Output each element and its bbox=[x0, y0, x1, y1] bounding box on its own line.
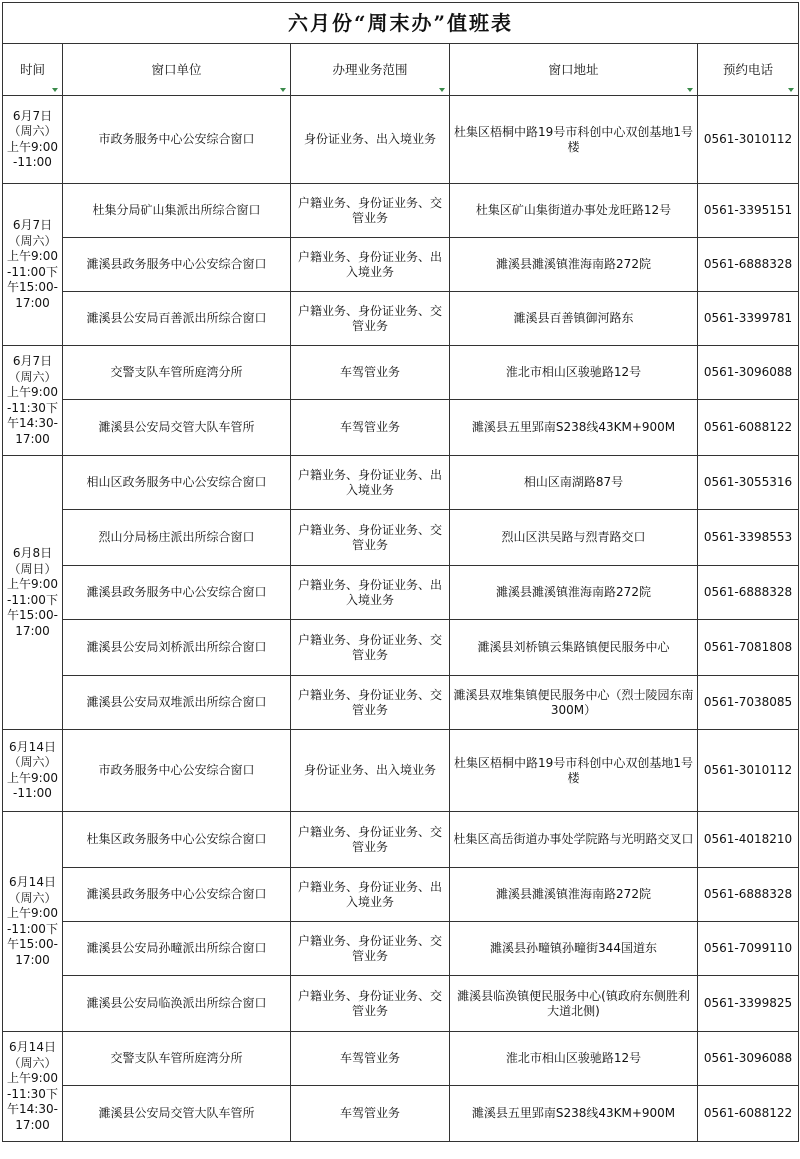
cell-unit: 杜集区政务服务中心公安综合窗口 bbox=[63, 812, 291, 868]
cell-time: 6月14日（周六）上午9:00-11:00下午15:00-17:00 bbox=[3, 812, 63, 1032]
cell-phone: 0561-3398553 bbox=[698, 510, 799, 566]
table-row bbox=[3, 346, 799, 400]
cell-address: 濉溪县五里郢南S238线43KM+900M bbox=[450, 1086, 698, 1142]
cell-address: 淮北市相山区骏驰路12号 bbox=[450, 346, 698, 400]
cell-address: 濉溪县刘桥镇云集路镇便民服务中心 bbox=[450, 620, 698, 676]
cell-unit: 濉溪县政务服务中心公安综合窗口 bbox=[63, 868, 291, 922]
column-header-phone[interactable] bbox=[698, 44, 799, 96]
filter-dropdown-icon[interactable] bbox=[687, 88, 693, 92]
cell-address: 杜集区矿山集街道办事处龙旺路12号 bbox=[450, 184, 698, 238]
cell-scope: 身份证业务、出入境业务 bbox=[291, 96, 450, 184]
cell-phone: 0561-7099110 bbox=[698, 922, 799, 976]
table-row bbox=[3, 510, 799, 566]
cell-address: 濉溪县五里郢南S238线43KM+900M bbox=[450, 400, 698, 456]
cell-scope: 户籍业务、身份证业务、交管业务 bbox=[291, 976, 450, 1032]
cell-unit: 濉溪县公安局双堆派出所综合窗口 bbox=[63, 676, 291, 730]
cell-unit: 濉溪县公安局孙疃派出所综合窗口 bbox=[63, 922, 291, 976]
cell-unit: 濉溪县公安局临涣派出所综合窗口 bbox=[63, 976, 291, 1032]
column-header-address-label: 窗口地址 bbox=[548, 62, 599, 77]
cell-scope: 户籍业务、身份证业务、出入境业务 bbox=[291, 238, 450, 292]
cell-scope: 车驾管业务 bbox=[291, 1032, 450, 1086]
column-header-scope-label: 办理业务范围 bbox=[332, 62, 408, 77]
cell-scope: 户籍业务、身份证业务、交管业务 bbox=[291, 510, 450, 566]
table-row bbox=[3, 812, 799, 868]
cell-unit: 相山区政务服务中心公安综合窗口 bbox=[63, 456, 291, 510]
table-row bbox=[3, 292, 799, 346]
cell-scope: 身份证业务、出入境业务 bbox=[291, 730, 450, 812]
cell-time: 6月7日（周六）上午9:00-11:00 bbox=[3, 96, 63, 184]
cell-scope: 户籍业务、身份证业务、出入境业务 bbox=[291, 456, 450, 510]
cell-unit: 市政务服务中心公安综合窗口 bbox=[63, 730, 291, 812]
table-row bbox=[3, 868, 799, 922]
filter-dropdown-icon[interactable] bbox=[280, 88, 286, 92]
filter-dropdown-icon[interactable] bbox=[788, 88, 794, 92]
cell-phone: 0561-3096088 bbox=[698, 1032, 799, 1086]
cell-time: 6月14日（周六）上午9:00-11:30下午14:30-17:00 bbox=[3, 1032, 63, 1142]
cell-unit: 交警支队车管所庭湾分所 bbox=[63, 346, 291, 400]
table-row bbox=[3, 1086, 799, 1142]
cell-scope: 户籍业务、身份证业务、交管业务 bbox=[291, 620, 450, 676]
cell-phone: 0561-7038085 bbox=[698, 676, 799, 730]
cell-unit: 濉溪县公安局交管大队车管所 bbox=[63, 400, 291, 456]
cell-phone: 0561-3055316 bbox=[698, 456, 799, 510]
cell-scope: 车驾管业务 bbox=[291, 1086, 450, 1142]
cell-unit: 烈山分局杨庄派出所综合窗口 bbox=[63, 510, 291, 566]
table-row bbox=[3, 922, 799, 976]
cell-phone: 0561-6088122 bbox=[698, 400, 799, 456]
cell-time: 6月7日（周六）上午9:00-11:30下午14:30-17:00 bbox=[3, 346, 63, 456]
cell-scope: 户籍业务、身份证业务、交管业务 bbox=[291, 292, 450, 346]
table-row bbox=[3, 620, 799, 676]
cell-scope: 户籍业务、身份证业务、交管业务 bbox=[291, 676, 450, 730]
cell-phone: 0561-3010112 bbox=[698, 730, 799, 812]
cell-scope: 车驾管业务 bbox=[291, 400, 450, 456]
cell-unit: 濉溪县政务服务中心公安综合窗口 bbox=[63, 238, 291, 292]
table-row bbox=[3, 456, 799, 510]
cell-address: 杜集区高岳街道办事处学院路与光明路交叉口 bbox=[450, 812, 698, 868]
cell-address: 相山区南湖路87号 bbox=[450, 456, 698, 510]
cell-unit: 濉溪县公安局百善派出所综合窗口 bbox=[63, 292, 291, 346]
cell-address: 濉溪县濉溪镇淮海南路272院 bbox=[450, 868, 698, 922]
filter-dropdown-icon[interactable] bbox=[439, 88, 445, 92]
cell-phone: 0561-6888328 bbox=[698, 868, 799, 922]
cell-unit: 市政务服务中心公安综合窗口 bbox=[63, 96, 291, 184]
cell-unit: 濉溪县政务服务中心公安综合窗口 bbox=[63, 566, 291, 620]
duty-schedule-sheet bbox=[2, 2, 798, 1142]
column-header-address[interactable] bbox=[450, 44, 698, 96]
table-row bbox=[3, 566, 799, 620]
cell-address: 濉溪县双堆集镇便民服务中心（烈士陵园东南300M） bbox=[450, 676, 698, 730]
cell-phone: 0561-3399781 bbox=[698, 292, 799, 346]
cell-unit: 杜集分局矿山集派出所综合窗口 bbox=[63, 184, 291, 238]
cell-address: 濉溪县百善镇御河路东 bbox=[450, 292, 698, 346]
column-header-phone-label: 预约电话 bbox=[723, 62, 774, 77]
cell-scope: 户籍业务、身份证业务、交管业务 bbox=[291, 812, 450, 868]
cell-scope: 车驾管业务 bbox=[291, 346, 450, 400]
cell-address: 濉溪县临涣镇便民服务中心(镇政府东侧胜利大道北侧) bbox=[450, 976, 698, 1032]
cell-address: 杜集区梧桐中路19号市科创中心双创基地1号楼 bbox=[450, 730, 698, 812]
table-row bbox=[3, 400, 799, 456]
cell-time: 6月8日（周日）上午9:00-11:00下午15:00-17:00 bbox=[3, 456, 63, 730]
table-row bbox=[3, 676, 799, 730]
column-header-unit-label: 窗口单位 bbox=[151, 62, 202, 77]
table-row bbox=[3, 1032, 799, 1086]
column-header-scope[interactable] bbox=[291, 44, 450, 96]
table-row bbox=[3, 730, 799, 812]
cell-phone: 0561-6888328 bbox=[698, 238, 799, 292]
cell-phone: 0561-3395151 bbox=[698, 184, 799, 238]
table-row bbox=[3, 184, 799, 238]
cell-phone: 0561-3010112 bbox=[698, 96, 799, 184]
cell-time: 6月7日（周六）上午9:00-11:00下午15:00-17:00 bbox=[3, 184, 63, 346]
table-row bbox=[3, 96, 799, 184]
column-header-time[interactable] bbox=[3, 44, 63, 96]
table-row bbox=[3, 976, 799, 1032]
column-header-unit[interactable] bbox=[63, 44, 291, 96]
cell-unit: 濉溪县公安局交管大队车管所 bbox=[63, 1086, 291, 1142]
cell-phone: 0561-6888328 bbox=[698, 566, 799, 620]
cell-phone: 0561-7081808 bbox=[698, 620, 799, 676]
table-row bbox=[3, 238, 799, 292]
cell-scope: 户籍业务、身份证业务、出入境业务 bbox=[291, 566, 450, 620]
cell-phone: 0561-6088122 bbox=[698, 1086, 799, 1142]
filter-dropdown-icon[interactable] bbox=[52, 88, 58, 92]
cell-address: 濉溪县濉溪镇淮海南路272院 bbox=[450, 238, 698, 292]
cell-phone: 0561-4018210 bbox=[698, 812, 799, 868]
cell-address: 淮北市相山区骏驰路12号 bbox=[450, 1032, 698, 1086]
cell-address: 杜集区梧桐中路19号市科创中心双创基地1号楼 bbox=[450, 96, 698, 184]
cell-scope: 户籍业务、身份证业务、交管业务 bbox=[291, 922, 450, 976]
cell-phone: 0561-3399825 bbox=[698, 976, 799, 1032]
cell-time: 6月14日（周六）上午9:00-11:00 bbox=[3, 730, 63, 812]
cell-address: 濉溪县孙疃镇孙疃街344国道东 bbox=[450, 922, 698, 976]
cell-address: 濉溪县濉溪镇淮海南路272院 bbox=[450, 566, 698, 620]
cell-address: 烈山区洪吴路与烈青路交口 bbox=[450, 510, 698, 566]
cell-scope: 户籍业务、身份证业务、出入境业务 bbox=[291, 868, 450, 922]
page-title: 六月份“周末办”值班表 bbox=[3, 3, 799, 44]
cell-unit: 濉溪县公安局刘桥派出所综合窗口 bbox=[63, 620, 291, 676]
cell-scope: 户籍业务、身份证业务、交管业务 bbox=[291, 184, 450, 238]
column-header-time-label: 时间 bbox=[19, 62, 45, 77]
cell-phone: 0561-3096088 bbox=[698, 346, 799, 400]
cell-unit: 交警支队车管所庭湾分所 bbox=[63, 1032, 291, 1086]
duty-schedule-table bbox=[2, 2, 799, 1142]
